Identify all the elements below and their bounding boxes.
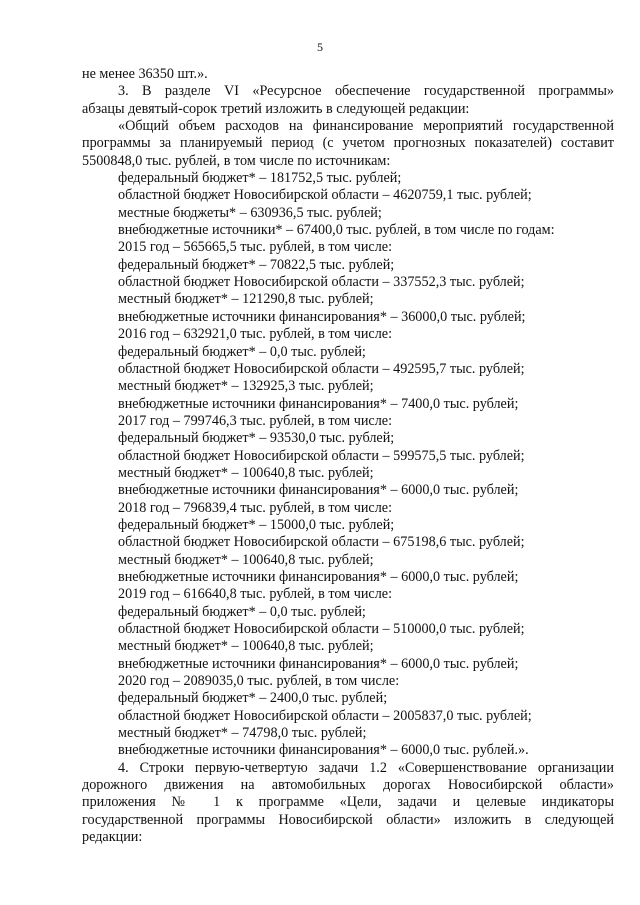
text-line: государственной программы Новосибирской области» изложить в следующей bbox=[82, 811, 614, 828]
year-total-line: 2016 год – 632921,0 тыс. рублей, в том числе: bbox=[118, 326, 393, 343]
budget-line: областной бюджет Новосибирской области – 4620759,1 тыс. рублей; bbox=[118, 187, 532, 204]
document-body bbox=[82, 66, 614, 846]
year-total-line: 2018 год – 796839,4 тыс. рублей, в том числе: bbox=[118, 499, 393, 516]
budget-line: местный бюджет* – 74798,0 тыс. рублей; bbox=[118, 725, 367, 742]
budget-line: федеральный бюджет* – 93530,0 тыс. рублей; bbox=[118, 430, 395, 447]
budget-line: местный бюджет* – 100640,8 тыс. рублей; bbox=[118, 464, 374, 481]
budget-line: местный бюджет* – 132925,3 тыс. рублей; bbox=[118, 378, 374, 395]
budget-line: внебюджетные источники финансирования* – 36000,0 тыс. рублей; bbox=[118, 308, 526, 325]
budget-line: федеральный бюджет* – 2400,0 тыс. рублей; bbox=[118, 690, 388, 707]
budget-line: федеральный бюджет* – 70822,5 тыс. рублей; bbox=[118, 256, 395, 273]
text-line: приложения № 1 к программе «Цели, задачи и целевые индикаторы bbox=[82, 794, 614, 811]
budget-line: внебюджетные источники финансирования* – 6000,0 тыс. рублей; bbox=[118, 655, 519, 672]
budget-line: областной бюджет Новосибирской области – 675198,6 тыс. рублей; bbox=[118, 534, 525, 551]
page-number: 5 bbox=[317, 40, 323, 54]
budget-line: областной бюджет Новосибирской области – 510000,0 тыс. рублей; bbox=[118, 621, 525, 637]
budget-line: федеральный бюджет* – 0,0 тыс. рублей; bbox=[118, 343, 366, 360]
budget-line: внебюджетные источники финансирования* – 6000,0 тыс. рублей.». bbox=[118, 742, 529, 759]
budget-line: федеральный бюджет* – 181752,5 тыс. рублей; bbox=[118, 170, 402, 187]
budget-line: областной бюджет Новосибирской области – 492595,7 тыс. рублей; bbox=[118, 360, 525, 377]
paragraph-start: «Общий объем расходов на финансирование мероприятий государственной bbox=[118, 118, 614, 135]
budget-line: внебюджетные источники* – 67400,0 тыс. рублей, в том числе по годам: bbox=[118, 222, 555, 239]
text-line: редакции: bbox=[82, 829, 143, 846]
budget-line: местный бюджет* – 100640,8 тыс. рублей; bbox=[118, 551, 374, 568]
text-line: дорожного движения на автомобильных дорогах Новосибирской области» bbox=[82, 777, 614, 794]
budget-line: федеральный бюджет* – 0,0 тыс. рублей; bbox=[118, 603, 366, 620]
budget-line: областной бюджет Новосибирской области – 2005837,0 тыс. рублей; bbox=[118, 707, 532, 724]
text-line: абзацы девятый-сорок третий изложить в следующей редакции: bbox=[82, 100, 470, 117]
year-total-line: 2015 год – 565665,5 тыс. рублей, в том числе: bbox=[118, 239, 393, 256]
budget-line: федеральный бюджет* – 15000,0 тыс. рублей; bbox=[118, 516, 395, 533]
paragraph-start: 4. Строки первую-четвертую задачи 1.2 «Совершенствование организации bbox=[118, 759, 614, 776]
budget-line: внебюджетные источники финансирования* – 7400,0 тыс. рублей; bbox=[118, 395, 519, 412]
budget-line: внебюджетные источники финансирования* – 6000,0 тыс. рублей; bbox=[118, 568, 519, 585]
budget-line: местный бюджет* – 121290,8 тыс. рублей; bbox=[118, 291, 374, 308]
year-total-line: 2017 год – 799746,3 тыс. рублей, в том числе: bbox=[118, 412, 393, 429]
budget-line: областной бюджет Новосибирской области – 599575,5 тыс. рублей; bbox=[118, 447, 525, 464]
text-line: не менее 36350 шт.». bbox=[82, 66, 208, 82]
budget-line: местные бюджеты* – 630936,5 тыс. рублей; bbox=[118, 204, 382, 221]
budget-line: областной бюджет Новосибирской области – 337552,3 тыс. рублей; bbox=[118, 274, 525, 291]
text-line: программы за планируемый период (с учетом прогнозных показателей) составит bbox=[82, 135, 614, 152]
year-total-line: 2019 год – 616640,8 тыс. рублей, в том числе: bbox=[118, 586, 393, 603]
budget-line: местный бюджет* – 100640,8 тыс. рублей; bbox=[118, 638, 374, 655]
budget-line: внебюджетные источники финансирования* – 6000,0 тыс. рублей; bbox=[118, 482, 519, 499]
paragraph-start: 3. В разделе VI «Ресурсное обеспечение государственной программы» bbox=[118, 83, 614, 100]
year-total-line: 2020 год – 2089035,0 тыс. рублей, в том числе: bbox=[118, 673, 400, 690]
text-line: 5500848,0 тыс. рублей, в том числе по источникам: bbox=[82, 152, 391, 169]
